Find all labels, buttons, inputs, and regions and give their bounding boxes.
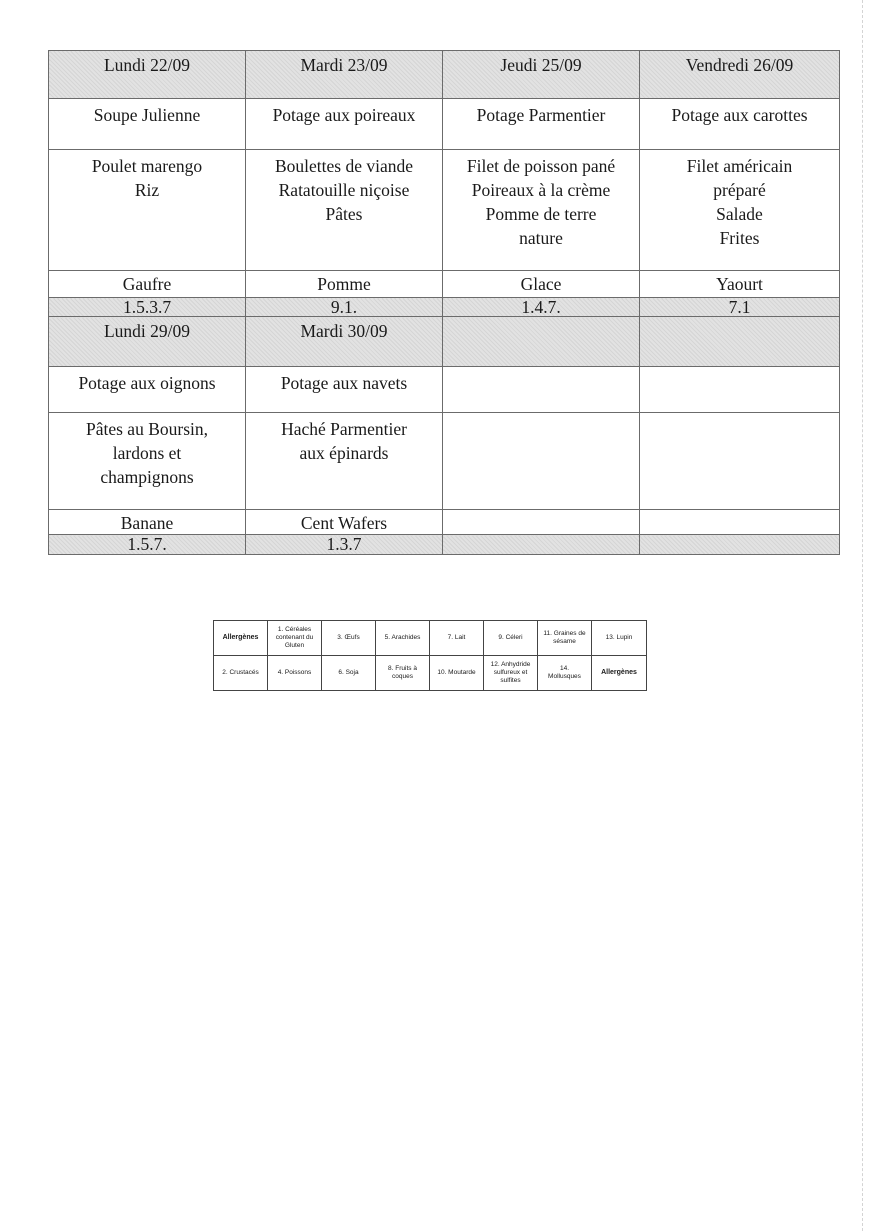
legend-cell: 2. Crustacés	[214, 656, 268, 691]
legend-cell: 10. Moutarde	[430, 656, 484, 691]
soup-cell	[640, 367, 840, 413]
soup-cell: Potage aux carottes	[640, 99, 840, 150]
main-dish-cell: Poulet marengo Riz	[49, 150, 246, 271]
week1-soup-row	[49, 99, 840, 150]
allergen-code-cell	[443, 535, 640, 555]
allergen-code-cell: 1.4.7.	[443, 298, 640, 317]
main-dish-cell: Filet de poisson pané Poireaux à la crème Pomme de terre nature	[443, 150, 640, 271]
week1-main-row	[49, 150, 840, 271]
legend-cell: 12. Anhydride sulfureux et sulfites	[484, 656, 538, 691]
legend-cell: 1. Céréales contenant du Gluten	[268, 621, 322, 656]
main-dish-cell: Haché Parmentier aux épinards	[246, 413, 443, 510]
dessert-cell: Gaufre	[49, 271, 246, 298]
week2-soup-row	[49, 367, 840, 413]
legend-row-1	[214, 621, 647, 656]
legend-row-2	[214, 656, 647, 691]
legend-cell: 7. Lait	[430, 621, 484, 656]
legend-cell: 9. Céleri	[484, 621, 538, 656]
dessert-cell: Pomme	[246, 271, 443, 298]
day-header: Mardi 23/09	[246, 51, 443, 99]
allergen-code-cell: 1.5.7.	[49, 535, 246, 555]
day-header: Vendredi 26/09	[640, 51, 840, 99]
day-header: Lundi 22/09	[49, 51, 246, 99]
legend-cell: 6. Soja	[322, 656, 376, 691]
day-header: Mardi 30/09	[246, 317, 443, 367]
week2-day-row	[49, 317, 840, 367]
legend-cell: 5. Arachides	[376, 621, 430, 656]
legend-cell: 8. Fruits à coques	[376, 656, 430, 691]
soup-cell: Potage Parmentier	[443, 99, 640, 150]
main-dish-cell	[640, 413, 840, 510]
legend-cell: 14. Mollusques	[538, 656, 592, 691]
dessert-cell: Cent Wafers	[246, 510, 443, 535]
allergen-code-cell: 7.1	[640, 298, 840, 317]
week1-dessert-row	[49, 271, 840, 298]
allergen-legend-table	[213, 620, 647, 691]
allergen-code-cell: 1.5.3.7	[49, 298, 246, 317]
main-dish-cell	[443, 413, 640, 510]
soup-cell	[443, 367, 640, 413]
allergen-code-cell: 9.1.	[246, 298, 443, 317]
allergen-code-cell	[640, 535, 840, 555]
dessert-cell	[640, 510, 840, 535]
dessert-cell: Glace	[443, 271, 640, 298]
legend-cell: 13. Lupin	[592, 621, 647, 656]
week1-day-row	[49, 51, 840, 99]
week2-dessert-row	[49, 510, 840, 535]
soup-cell: Potage aux oignons	[49, 367, 246, 413]
soup-cell: Potage aux navets	[246, 367, 443, 413]
day-header: Jeudi 25/09	[443, 51, 640, 99]
page-edge-line	[862, 0, 864, 1231]
main-dish-cell: Filet américain préparé Salade Frites	[640, 150, 840, 271]
dessert-cell: Yaourt	[640, 271, 840, 298]
week2-allergen-code-row	[49, 535, 840, 555]
soup-cell: Soupe Julienne	[49, 99, 246, 150]
main-dish-cell: Boulettes de viande Ratatouille niçoise Pâtes	[246, 150, 443, 271]
soup-cell: Potage aux poireaux	[246, 99, 443, 150]
allergen-code-cell: 1.3.7	[246, 535, 443, 555]
day-header	[640, 317, 840, 367]
week2-main-row	[49, 413, 840, 510]
day-header: Lundi 29/09	[49, 317, 246, 367]
legend-cell: 11. Graines de sésame	[538, 621, 592, 656]
legend-header-cell: Allergènes	[214, 621, 268, 656]
legend-header-cell: Allergènes	[592, 656, 647, 691]
dessert-cell	[443, 510, 640, 535]
main-dish-cell: Pâtes au Boursin, lardons et champignons	[49, 413, 246, 510]
week1-allergen-code-row	[49, 298, 840, 317]
day-header	[443, 317, 640, 367]
weekly-menu-table	[48, 50, 840, 555]
legend-cell: 4. Poissons	[268, 656, 322, 691]
dessert-cell: Banane	[49, 510, 246, 535]
legend-cell: 3. Œufs	[322, 621, 376, 656]
